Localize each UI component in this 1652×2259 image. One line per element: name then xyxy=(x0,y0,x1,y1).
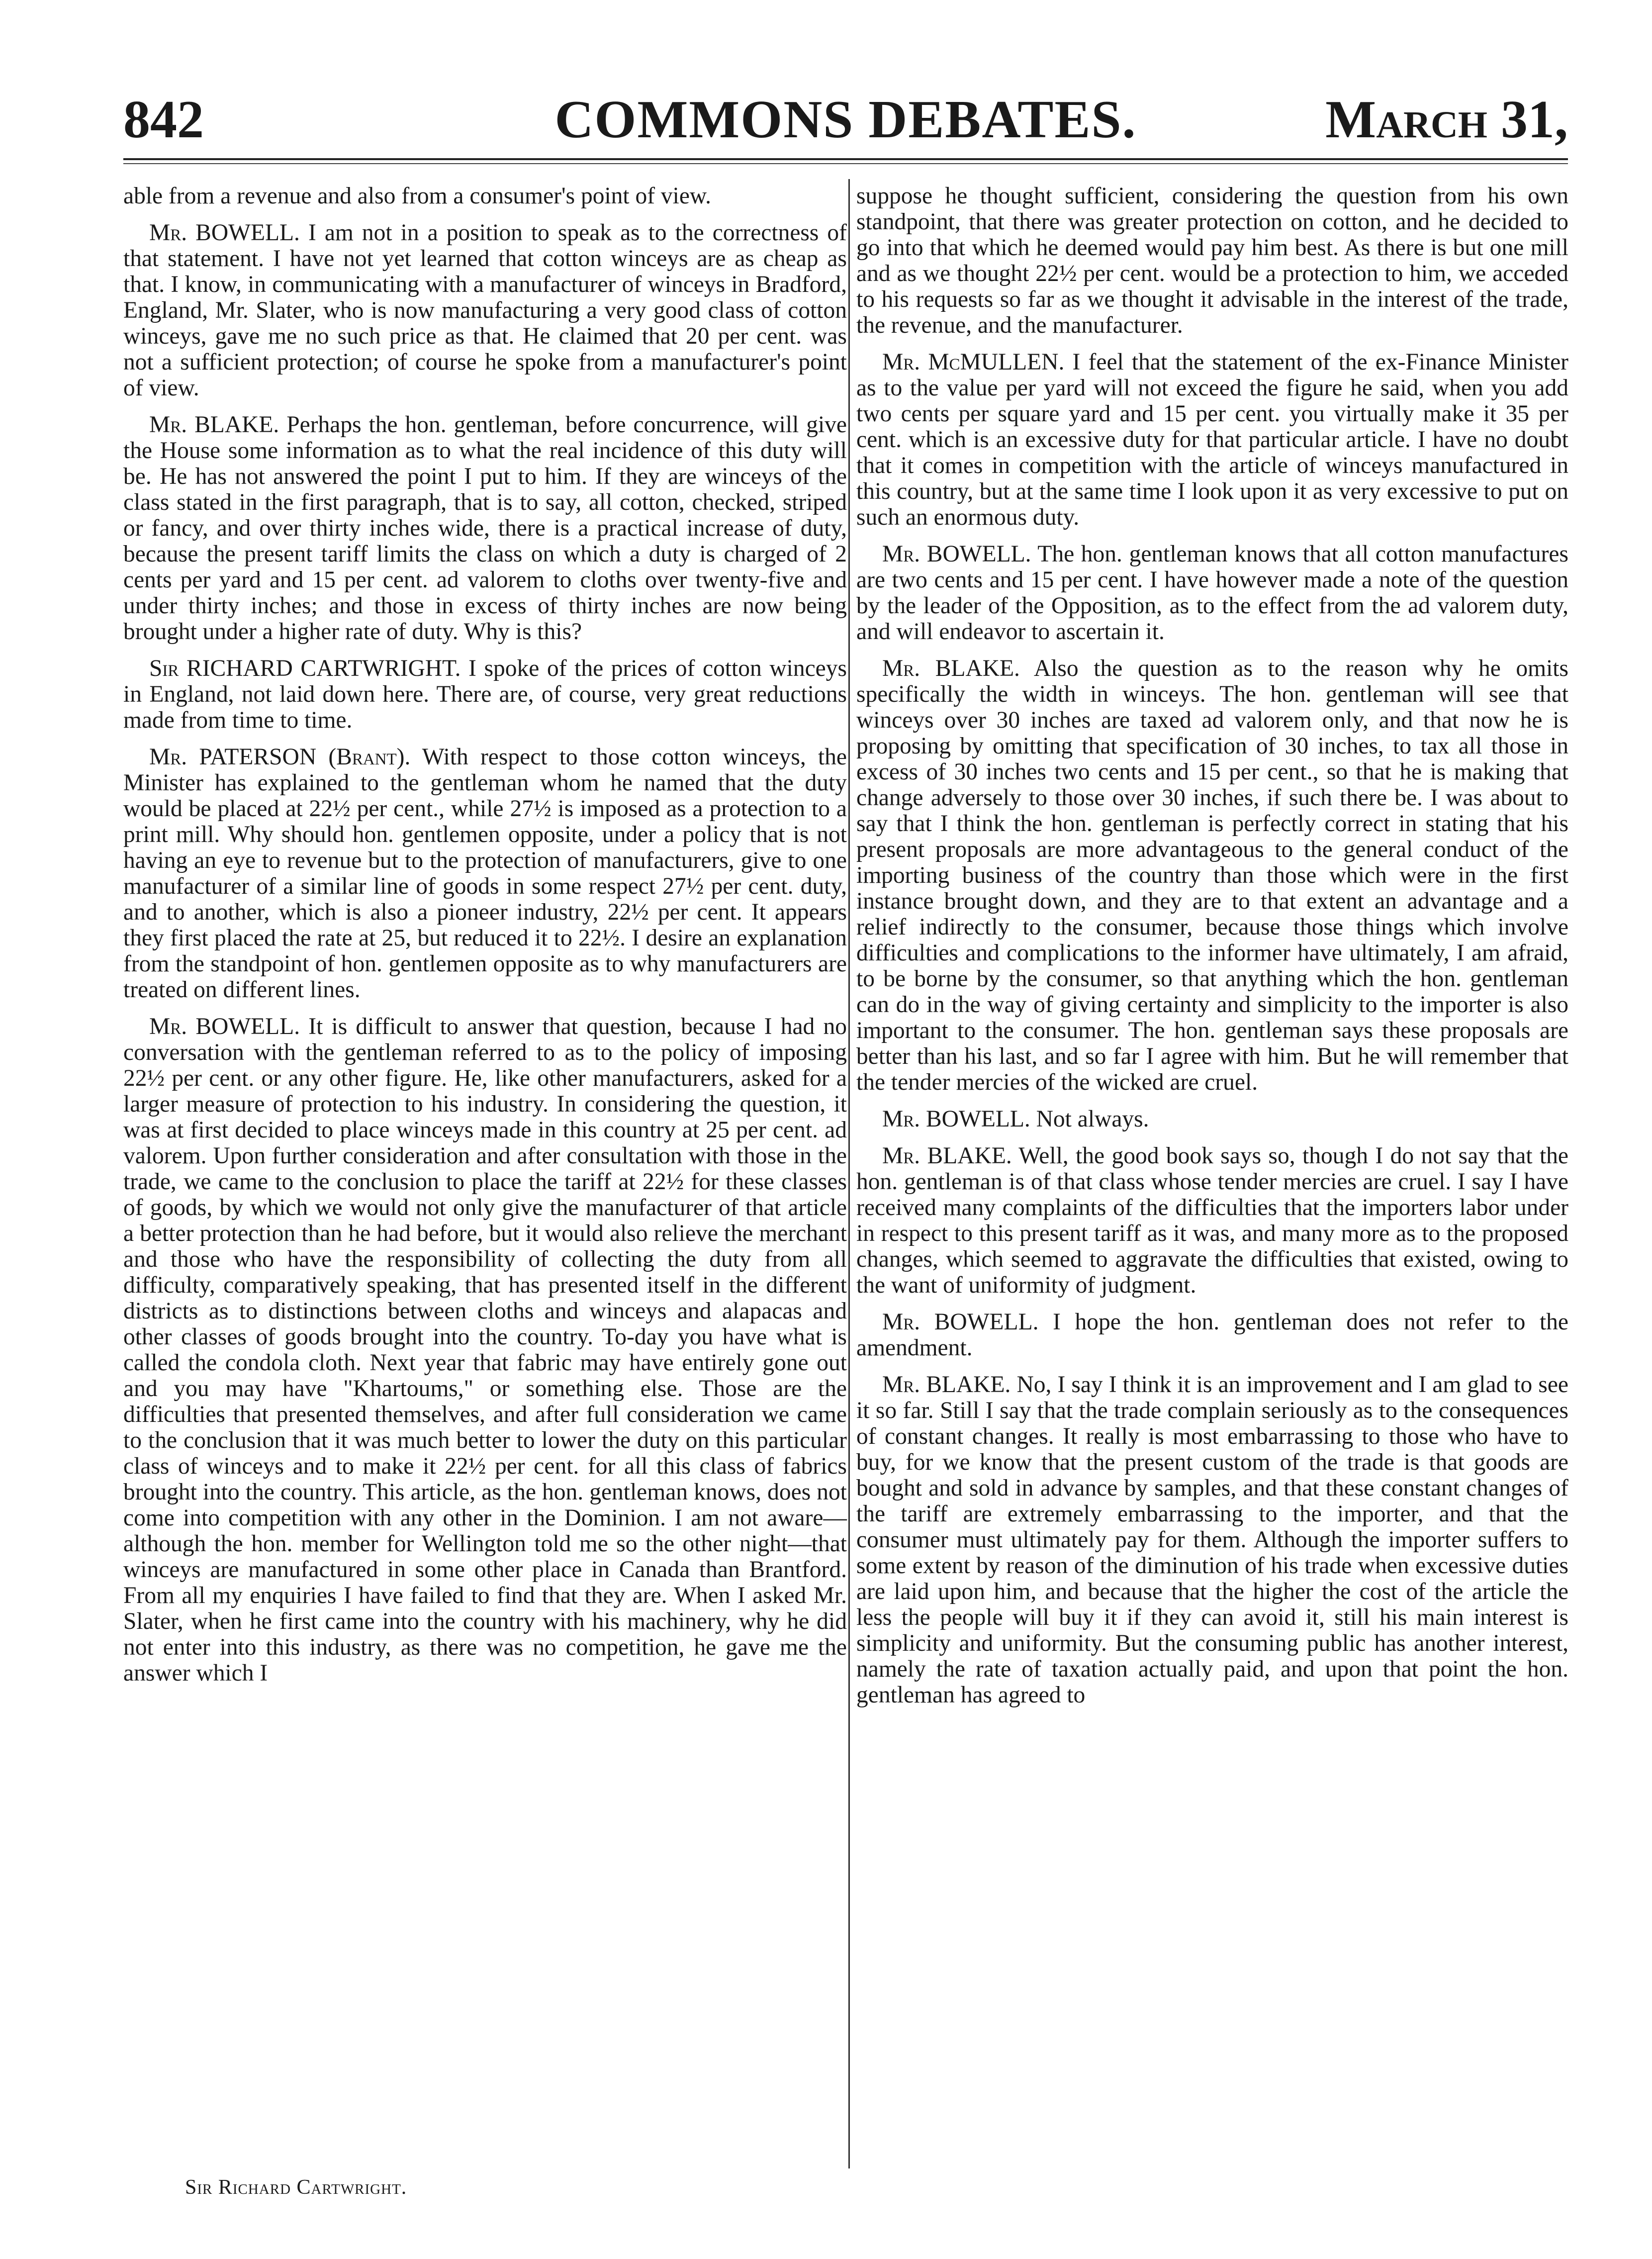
left-column xyxy=(123,183,847,2172)
speaker-name: Mr. McMULLEN. xyxy=(882,349,1065,375)
paragraph: Mr. BLAKE. No, I say I think it is an improvement and I am glad to see it so far. Still I say that the trade complain seriously as to the consequences of constant changes. It really is most embarrassing to those who have to buy, for we know that the present custom of the trade is that goods are bought and sold in advance by samples, and that these constant changes of the tariff are extremely embarrassing to the importer, and that the consumer must ultimately pay for them. Although the importer suffers to some extent by reason of the diminution of his trade when excessive duties are laid upon him, and because that the higher the cost of the article the less the people will buy it if they can avoid it, still his main interest is simplicity and uniformity. But the consuming public has another interest, namely the rate of taxation actually paid, and upon that point the hon. gentleman has agreed to xyxy=(856,1372,1568,1708)
page-number: 842 xyxy=(123,90,204,149)
paragraph: Mr. BLAKE. Also the question as to the reason why he omits specifically the width in winceys. The hon. gentleman will see that winceys over 30 inches are taxed ad valorem only, and that now he is proposing by omitting that specification of 30 inches, to tax all those in excess of 30 inches two cents and 15 per cent., so that he is making that change adversely to those over 30 inches, if such there be. I was about to say that I think the hon. gentleman is perfectly correct in stating that his present proposals are more advantageous to the general conduct of the importing business of the country than those which were in the first instance brought down, and they are to that extent an advantage and a relief indirectly to the consumer, because those things which involve difficulties and complications to the informer have ultimately, I am afraid, to be borne by the consumer, so that anything which the hon. gentleman can do in the way of giving certainty and simplicity to the importer is also important to the consumer. The hon. gentleman says these proposals are better than his last, and so far I agree with him. But he will remember that the tender mercies of the wicked are cruel. xyxy=(856,656,1568,1095)
speaker-name: Mr. BOWELL. xyxy=(882,1106,1030,1132)
speaker-name: Mr. BLAKE. xyxy=(882,656,1020,681)
speaker-name: Mr. BOWELL. xyxy=(149,220,300,246)
right-column xyxy=(856,183,1568,2172)
speaker-name: Mr. BLAKE. xyxy=(882,1143,1012,1169)
paragraph: Mr. BOWELL. The hon. gentleman knows that all cotton manufactures are two cents and 15 per cent. I have however made a note of the question by the leader of the Opposition, as to the effect from the ad valorem duty, and will endeavor to ascertain it. xyxy=(856,541,1568,645)
paragraph: Mr. PATERSON (Brant). With respect to those cotton winceys, the Minister has explained to the gentleman whom he named that the duty would be placed at 22½ per cent., while 27½ is imposed as a protection to a print mill. Why should hon. gentlemen opposite, under a policy that is not having an eye to revenue but to the protection of manufacturers, give to one manufacturer of a similar line of goods in some respect 27½ per cent. duty, and to another, which is also a pioneer industry, 22½ per cent. It appears they first placed the rate at 25, but reduced it to 22½. I desire an explanation from the standpoint of hon. gentlemen opposite as to why manufacturers are treated on different lines. xyxy=(123,744,847,1003)
date-month: March xyxy=(1325,90,1487,149)
page-header xyxy=(123,91,1568,149)
page-date xyxy=(1325,91,1568,149)
paragraph: Mr. BOWELL. Not always. xyxy=(882,1106,1149,1132)
speaker-name: Mr. BOWELL. xyxy=(882,541,1031,567)
footer-catchword: Sir Richard Cartwright. xyxy=(185,2176,407,2199)
speaker-name: Mr. BOWELL. xyxy=(149,1014,300,1039)
paragraph: Sir RICHARD CARTWRIGHT. I spoke of the prices of cotton winceys in England, not laid down here. There are, of course, very great reductions made from time to time. xyxy=(123,656,847,733)
column-divider xyxy=(848,179,850,2168)
paragraph: Mr. BOWELL. It is difficult to answer that question, because I had no conversation with the gentleman referred to as to the policy of imposing 22½ per cent. or any other figure. He, like other manufacturers, asked for a larger measure of protection to his industry. In considering the question, it was at first decided to place winceys made in this country at 25 per cent. ad valorem. Upon further consideration and after consultation with those in the trade, we came to the conclusion to place the tariff at 22½ for these classes of goods, by which we would not only give the manufacturer of that article a better protection than he had before, but it would also relieve the merchant and those who have the responsibility of collecting the duty from all difficulty, comparatively speaking, that has presented itself in the different districts as to distinctions between cloths and winceys and alapacas and other classes of goods brought into the country. To-day you have what is called the condola cloth. Next year that fabric may have entirely gone out and you may have "Khartoums," or something else. Those are the difficulties that presented themselves, and after full consideration we came to the conclusion that it was much better to lower the duty on this particular class of winceys and to make it 22½ per cent. for all this class of fabrics brought into the country. This article, as the hon. gentleman knows, does not come into competition with any other in the Dominion. I am not aware—although the hon. member for Wellington told me so the other night—that winceys are manufactured in some other place in Canada than Brantford. From all my enquiries I have failed to find that they are. When I asked Mr. Slater, when he first came into the country with his machinery, why he did not enter into this industry, as there was no competition, he gave me the answer which I xyxy=(123,1014,847,1686)
paragraph: Mr. BLAKE. Well, the good book says so, though I do not say that the hon. gentleman is of that class whose tender mercies are cruel. I say I have received many complaints of the difficulties that the importers labor under in respect to this present tariff as it was, and many more as to the proposed changes, which seemed to aggravate the difficulties that existed, owing to the want of uniformity of judgment. xyxy=(856,1143,1568,1298)
date-day: 31, xyxy=(1501,90,1568,149)
paragraph: Mr. BLAKE. Perhaps the hon. gentleman, before concurrence, will give the House some information as to what the real incidence of this duty will be. He has not answered the point I put to him. If they are winceys of the class stated in the first paragraph, that is to say, all cotton, checked, striped or fancy, and over thirty inches wide, there is a practical increase of duty, because the present tariff limits the class on which a duty is charged of 2 cents per yard and 15 per cent. ad valorem to cloths over twenty-five and under thirty inches; and those in excess of thirty inches are now being brought under a higher rate of duty. Why is this? xyxy=(123,412,847,645)
paragraph: able from a revenue and also from a consumer's point of view. xyxy=(123,183,712,209)
paragraph: Mr. McMULLEN. I feel that the statement of the ex-Finance Minister as to the value per yard will not exceed the figure he said, when you add two cents per square yard and 15 per cent. you virtually make it 35 per cent. which is an excessive duty for that particular article. I have no doubt that it comes in competition with the article of winceys manufactured in this country, but at the same time I look upon it as very excessive to put on such an enormous duty. xyxy=(856,349,1568,530)
header-rule-thin xyxy=(123,163,1568,164)
speaker-name: Mr. BLAKE. xyxy=(149,412,279,438)
header-rule xyxy=(123,158,1568,160)
speaker-name: Mr. BOWELL. xyxy=(882,1309,1039,1335)
page-title: COMMONS DEBATES. xyxy=(554,90,1137,149)
speaker-name: Sir RICHARD CARTWRIGHT. xyxy=(149,656,461,681)
paragraph: Mr. BOWELL. I am not in a position to speak as to the correctness of that statement. I have not yet learned that cotton winceys are as cheap as that. I know, in communicating with a manufacturer of winceys in Bradford, England, Mr. Slater, who is now manufacturing a very good class of cotton winceys, gave me no such price as that. He claimed that 20 per cent. was not a sufficient protection; of course he spoke from a manufacturer's point of view. xyxy=(123,220,847,401)
speaker-name: Mr. BLAKE. xyxy=(882,1372,1011,1398)
paragraph: Mr. BOWELL. I hope the hon. gentleman does not refer to the amendment. xyxy=(856,1309,1568,1361)
paragraph: suppose he thought sufficient, considering the question from his own standpoint, that there was greater protection on cotton, and he decided to go into that which he deemed would pay him best. As there is but one mill and as we thought 22½ per cent. would be a protection to him, we acceded to his requests so far as we thought it advisable in the interest of the trade, the revenue, and the manufacturer. xyxy=(856,183,1568,338)
speaker-name: Mr. PATERSON (Brant). xyxy=(149,744,411,770)
